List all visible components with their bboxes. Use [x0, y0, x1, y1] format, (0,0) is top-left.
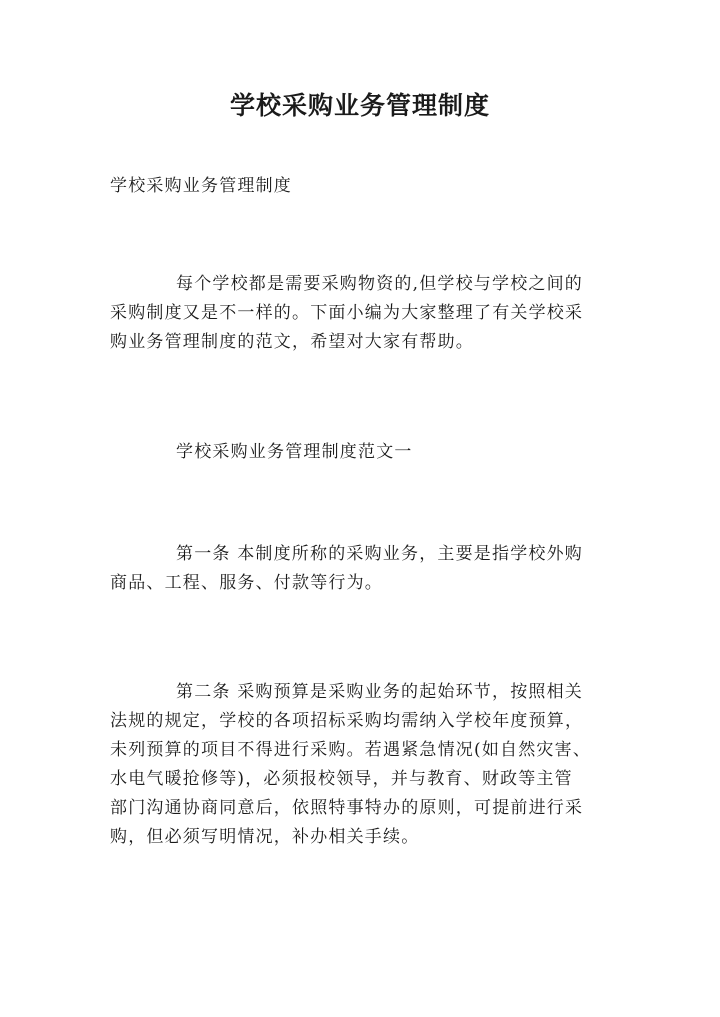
article-2-paragraph: 第二条 采购预算是采购业务的起始环节，按照相关 法规的规定，学校的各项招标采购均需纳入学校年度预算， 未列预算的项目不得进行采购。若遇紧急情况(如自然灾害、 水电气暖抢修等)，必须报校领导，并与教育、财政等主管 部门沟通协商同意后，依照特事特办的原则，可提前进行采 购，但必须写明情况，补办相关手续。: [110, 682, 592, 847]
intro-paragraph: 每个学校都是需要采购物资的,但学校与学校之间的 采购制度又是不一样的。下面小编为大家整理了有关学校采 购业务管理制度的范文，希望对大家有帮助。: [110, 274, 584, 352]
article-1-paragraph: 第一条 本制度所称的采购业务，主要是指学校外购 商品、工程、服务、付款等行为。: [110, 544, 584, 593]
document-subtitle: 学校采购业务管理制度: [110, 176, 292, 196]
section-heading: 学校采购业务管理制度范文一: [176, 442, 413, 462]
document-title: 学校采购业务管理制度: [229, 91, 490, 120]
